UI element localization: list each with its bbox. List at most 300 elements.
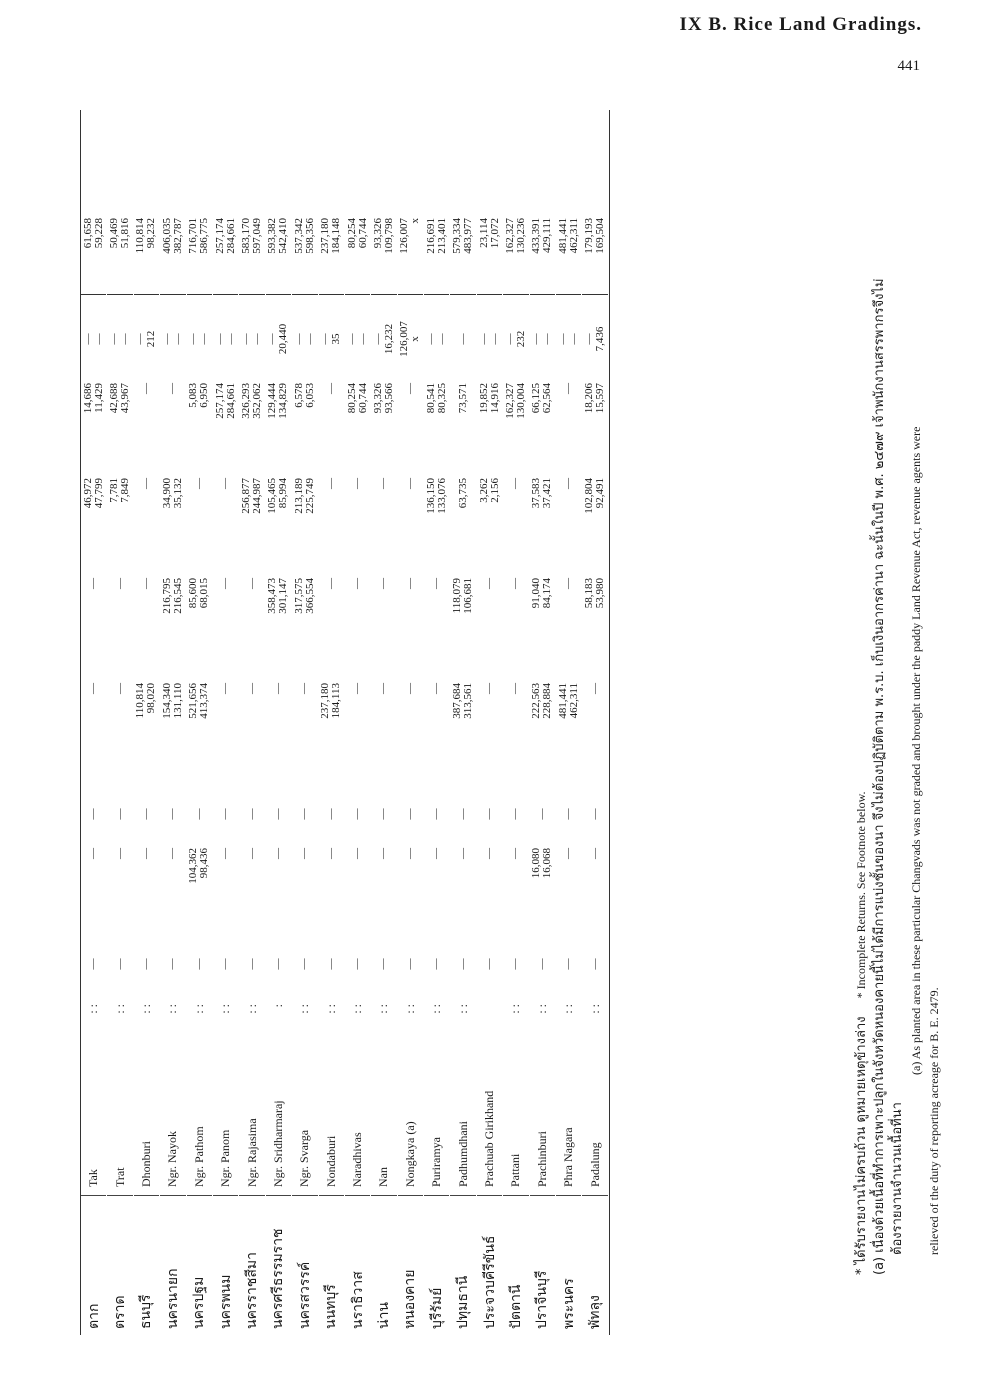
cell-value: — <box>271 808 284 820</box>
value-cell-c1 <box>503 930 528 990</box>
cell-value: 118,079 <box>451 578 464 614</box>
cell-value: — <box>488 333 501 345</box>
province-thai-name: นครปฐม <box>187 1195 212 1335</box>
value-cell-c5 <box>319 570 344 675</box>
value-cell-c7 <box>292 375 317 470</box>
value-cell-c1 <box>450 930 475 990</box>
value-cell-c3 <box>160 780 185 840</box>
cell-value: — <box>292 333 305 345</box>
value-cell-c5 <box>160 570 185 675</box>
cell-value: 73,571 <box>456 383 469 414</box>
cell-value: — <box>456 808 469 820</box>
cell-value: — <box>509 578 522 589</box>
cell-value: — <box>430 958 443 970</box>
value-cell-c3 <box>345 780 370 840</box>
cell-value: 237,180 <box>319 218 332 254</box>
province-thai-name: บุรีรัมย์ <box>424 1195 449 1335</box>
cell-value: 313,561 <box>462 683 475 719</box>
cell-value: — <box>483 808 496 820</box>
value-cell-c4 <box>187 675 212 780</box>
value-cell-c8 <box>266 295 291 375</box>
cell-value: — <box>351 683 364 694</box>
value-cell-c8 <box>160 295 185 375</box>
cell-value: — <box>245 683 258 694</box>
leader-dots: : : <box>323 1004 338 1014</box>
cell-value: — <box>139 958 152 970</box>
table-row <box>266 110 292 1335</box>
cell-value: — <box>456 848 469 859</box>
value-cell-c6 <box>424 470 449 570</box>
value-cell-c2 <box>81 840 106 930</box>
value-cell-c2 <box>239 840 264 930</box>
cell-value: — <box>240 333 253 345</box>
cell-value: — <box>403 578 416 589</box>
value-cell-c9 <box>398 210 423 295</box>
cell-value: x <box>409 218 422 224</box>
leader-dots: : : <box>350 1004 365 1014</box>
cell-value: — <box>219 578 232 589</box>
value-cell-c6 <box>107 470 132 570</box>
value-cell-c5 <box>213 570 238 675</box>
value-cell-c3 <box>319 780 344 840</box>
value-cell-c1 <box>134 930 159 990</box>
province-english-cell <box>350 990 365 1195</box>
cell-value: — <box>567 333 580 345</box>
value-cell-c6 <box>582 470 607 570</box>
value-cell-c7 <box>213 375 238 470</box>
value-cell-c2 <box>266 840 291 930</box>
province-english-name: Nongkaya (a) <box>402 1121 417 1187</box>
province-english-cell <box>429 990 444 1195</box>
cell-value: — <box>139 383 152 394</box>
leader-dots: : : <box>218 1004 233 1014</box>
province-english-cell <box>482 990 497 1195</box>
cell-value: — <box>562 808 575 820</box>
value-cell-c9 <box>582 210 607 295</box>
cell-value: — <box>356 333 369 345</box>
value-cell-c6 <box>81 470 106 570</box>
cell-value: 80,541 <box>424 383 437 414</box>
cell-value: 521,656 <box>187 683 200 719</box>
cell-value: 716,701 <box>187 218 200 254</box>
value-cell-c2 <box>556 840 581 930</box>
value-cell-c1 <box>239 930 264 990</box>
value-cell-c4 <box>266 675 291 780</box>
cell-value: 47,799 <box>92 478 105 509</box>
province-english-cell <box>456 990 471 1195</box>
cell-value: 301,147 <box>277 578 290 614</box>
value-cell-c2 <box>213 840 238 930</box>
value-cell-c6 <box>477 470 502 570</box>
cell-value: — <box>562 578 575 589</box>
value-cell-c8 <box>398 295 423 375</box>
value-cell-c4 <box>239 675 264 780</box>
value-cell-c5 <box>450 570 475 675</box>
cell-value: 63,735 <box>456 478 469 509</box>
value-cell-c5 <box>556 570 581 675</box>
cell-value: 53,980 <box>594 578 607 609</box>
cell-value: 43,967 <box>119 383 132 414</box>
cell-value: 35 <box>330 333 343 345</box>
value-cell-c8 <box>345 295 370 375</box>
cell-value: — <box>509 958 522 970</box>
value-cell-c5 <box>398 570 423 675</box>
province-english-name: Phra Nagara <box>561 1127 576 1187</box>
cell-value: 66,125 <box>530 383 543 414</box>
cell-value: — <box>403 478 416 489</box>
cell-value: 228,884 <box>541 683 554 719</box>
value-cell-c9 <box>160 210 185 295</box>
value-cell-c3 <box>477 780 502 840</box>
value-cell-c4 <box>398 675 423 780</box>
cell-value: — <box>351 478 364 489</box>
value-cell-c8 <box>582 295 607 375</box>
cell-value: — <box>324 848 337 859</box>
cell-value: — <box>87 808 100 820</box>
province-thai-name: นครสวรรค์ <box>292 1195 317 1335</box>
leader-dots: : : <box>138 1004 153 1014</box>
cell-value: — <box>588 848 601 859</box>
cell-value: — <box>139 478 152 489</box>
cell-value: 413,374 <box>198 683 211 719</box>
cell-value: — <box>119 333 132 345</box>
province-thai-name: ปัตตานี <box>503 1195 528 1335</box>
cell-value: — <box>219 478 232 489</box>
cell-value: 60,744 <box>356 383 369 414</box>
cell-value: 104,362 <box>187 848 200 884</box>
cell-value: 317,575 <box>292 578 305 614</box>
cell-value: — <box>345 333 358 345</box>
cell-value: 98,232 <box>145 218 158 249</box>
cell-value: — <box>251 333 264 345</box>
cell-value: 42,688 <box>108 383 121 414</box>
value-cell-c9 <box>371 210 396 295</box>
cell-value: 109,798 <box>382 218 395 254</box>
cell-value: — <box>324 383 337 394</box>
value-cell-c7 <box>345 375 370 470</box>
value-cell-c1 <box>371 930 396 990</box>
value-cell-c1 <box>292 930 317 990</box>
province-thai-name: นนทบุรี <box>319 1195 344 1335</box>
cell-value: — <box>81 333 94 345</box>
cell-value: — <box>424 333 437 345</box>
table-row <box>556 110 582 1335</box>
cell-value: 481,441 <box>556 683 569 719</box>
province-english-cell <box>192 990 207 1195</box>
value-cell-c7 <box>424 375 449 470</box>
cell-value: 14,686 <box>81 383 94 414</box>
footnote-a-thai-1: (a) เนื่องด้วยเนื้อที่ทำการเพาะปลูกในจังหวัดหนองคายนี้ไม่ได้มีการแบ่งชั้นของนา จึงไม่ต้องปฏิบัติตาม พ.ร.บ. เก็บเงินอากรค่านา ฉะนั้นในปี พ.ศ. ๒๔๗๙ เจ้าพนักงานสรรพากรจึงไม่ <box>872 278 887 1275</box>
cell-value: 62,564 <box>541 383 554 414</box>
cell-value: 257,174 <box>213 218 226 254</box>
value-cell-c3 <box>371 780 396 840</box>
cell-value: — <box>187 333 200 345</box>
cell-value: — <box>166 808 179 820</box>
cell-value: — <box>298 958 311 970</box>
cell-value: — <box>108 333 121 345</box>
table-row <box>319 110 345 1335</box>
value-cell-c4 <box>371 675 396 780</box>
cell-value: — <box>403 808 416 820</box>
page-title: IX B. Rice Land Gradings. <box>679 14 922 35</box>
value-cell-c8 <box>107 295 132 375</box>
cell-value: 7,849 <box>119 478 132 503</box>
value-cell-c7 <box>266 375 291 470</box>
cell-value: — <box>139 848 152 859</box>
value-cell-c3 <box>530 780 555 840</box>
leader-dots: : : <box>587 1004 602 1014</box>
table-row <box>134 110 160 1335</box>
value-cell-c7 <box>187 375 212 470</box>
cell-value: — <box>351 958 364 970</box>
cell-value: — <box>377 958 390 970</box>
cell-value: 84,174 <box>541 578 554 609</box>
cell-value: — <box>198 333 211 345</box>
province-thai-name: พระนคร <box>556 1195 581 1335</box>
cell-value: 60,744 <box>356 218 369 249</box>
province-english-name: Padhumdhani <box>455 1121 470 1187</box>
cell-value: 98,436 <box>198 848 211 879</box>
cell-value: — <box>483 958 496 970</box>
province-thai-name: นราธิวาส <box>345 1195 370 1335</box>
table-row <box>477 110 503 1335</box>
cell-value: — <box>430 683 443 694</box>
province-english-cell <box>508 990 523 1195</box>
cell-value: 597,049 <box>251 218 264 254</box>
cell-value: — <box>351 808 364 820</box>
cell-value: 16,068 <box>541 848 554 879</box>
value-cell-c3 <box>213 780 238 840</box>
value-cell-c3 <box>503 780 528 840</box>
cell-value: 352,062 <box>251 383 264 419</box>
rotated-table-area <box>60 35 960 1335</box>
value-cell-c2 <box>398 840 423 930</box>
value-cell-c9 <box>450 210 475 295</box>
cell-value: 37,583 <box>530 478 543 509</box>
cell-value: 5,083 <box>187 383 200 408</box>
value-cell-c8 <box>81 295 106 375</box>
value-cell-c4 <box>319 675 344 780</box>
value-cell-c4 <box>345 675 370 780</box>
value-cell-c4 <box>530 675 555 780</box>
cell-value: — <box>113 808 126 820</box>
value-cell-c4 <box>213 675 238 780</box>
province-english-name: Tak <box>86 1169 101 1187</box>
value-cell-c2 <box>345 840 370 930</box>
cell-value: — <box>377 578 390 589</box>
cell-value: 429,111 <box>541 218 554 253</box>
value-cell-c3 <box>450 780 475 840</box>
value-cell-c8 <box>450 295 475 375</box>
table-row <box>213 110 239 1335</box>
province-thai-name: ธนบุรี <box>134 1195 159 1335</box>
cell-value: 366,554 <box>303 578 316 614</box>
leader-dots: : : <box>561 1004 576 1014</box>
province-english-name: Prachinburi <box>534 1131 549 1187</box>
value-cell-c1 <box>477 930 502 990</box>
cell-value: — <box>503 333 516 345</box>
cell-value: — <box>113 958 126 970</box>
cell-value: — <box>371 333 384 345</box>
cell-value: x <box>409 336 422 342</box>
value-cell-c5 <box>107 570 132 675</box>
value-cell-c7 <box>477 375 502 470</box>
value-cell-c9 <box>556 210 581 295</box>
value-cell-c5 <box>503 570 528 675</box>
value-cell-c6 <box>134 470 159 570</box>
value-cell-c8 <box>556 295 581 375</box>
cell-value: 537,342 <box>292 218 305 254</box>
cell-value: — <box>403 383 416 394</box>
table-row <box>239 110 265 1335</box>
value-cell-c2 <box>530 840 555 930</box>
value-cell-c6 <box>503 470 528 570</box>
value-cell-c7 <box>160 375 185 470</box>
cell-value: 433,391 <box>530 218 543 254</box>
value-cell-c4 <box>503 675 528 780</box>
cell-value: — <box>556 333 569 345</box>
footnote-a-eng-2: relieved of the duty of reporting acreage for B. E. 2479. <box>927 987 941 1255</box>
province-english-name: Ngr. Rajasima <box>244 1118 259 1187</box>
province-english-cell <box>218 990 233 1195</box>
cell-value: — <box>245 848 258 859</box>
value-cell-c3 <box>292 780 317 840</box>
cell-value: — <box>213 333 226 345</box>
value-cell-c7 <box>107 375 132 470</box>
cell-value: 213,401 <box>435 218 448 254</box>
cell-value: 583,170 <box>240 218 253 254</box>
table-row <box>81 110 107 1335</box>
footnote-star <box>852 95 871 1275</box>
cell-value: — <box>166 958 179 970</box>
value-cell-c7 <box>503 375 528 470</box>
cell-value: 18,206 <box>583 383 596 414</box>
cell-value: — <box>324 958 337 970</box>
cell-value: 222,563 <box>530 683 543 719</box>
table-row <box>107 110 133 1335</box>
value-cell-c9 <box>187 210 212 295</box>
cell-value: 598,356 <box>303 218 316 254</box>
table-row <box>398 110 424 1335</box>
cell-value: 98,020 <box>145 683 158 714</box>
province-thai-name: พัทลุง <box>582 1195 607 1335</box>
value-cell-c1 <box>556 930 581 990</box>
province-thai-name: ปราจีนบุรี <box>530 1195 555 1335</box>
cell-value: 244,987 <box>251 478 264 514</box>
cell-value: 51,816 <box>119 218 132 249</box>
cell-value: — <box>430 808 443 820</box>
value-cell-c7 <box>398 375 423 470</box>
cell-value: 481,441 <box>556 218 569 254</box>
province-english-cell <box>271 990 286 1195</box>
cell-value: 216,795 <box>160 578 173 614</box>
value-cell-c6 <box>398 470 423 570</box>
province-english-cell <box>376 990 391 1195</box>
value-cell-c6 <box>160 470 185 570</box>
cell-value: — <box>219 848 232 859</box>
cell-value: — <box>245 958 258 970</box>
cell-value: — <box>562 383 575 394</box>
value-cell-c1 <box>530 930 555 990</box>
value-cell-c9 <box>319 210 344 295</box>
cell-value: 483,977 <box>462 218 475 254</box>
cell-value: 586,775 <box>198 218 211 254</box>
cell-value: — <box>430 848 443 859</box>
value-cell-c8 <box>213 295 238 375</box>
province-english-name: Pattani <box>508 1153 523 1187</box>
cell-value: — <box>192 478 205 489</box>
value-cell-c9 <box>213 210 238 295</box>
province-english-name: Prachuab Girikhand <box>482 1090 497 1187</box>
cell-value: — <box>403 958 416 970</box>
leader-dots: : : <box>244 1004 259 1014</box>
value-cell-c6 <box>319 470 344 570</box>
cell-value: 85,994 <box>277 478 290 509</box>
leader-dots: : : <box>534 1004 549 1014</box>
value-cell-c4 <box>160 675 185 780</box>
value-cell-c9 <box>345 210 370 295</box>
cell-value: 126,007 <box>398 218 411 254</box>
cell-value: 58,183 <box>583 578 596 609</box>
cell-value: — <box>171 333 184 345</box>
cell-value: 130,236 <box>514 218 527 254</box>
leader-dots: : : <box>165 1004 180 1014</box>
cell-value: — <box>324 808 337 820</box>
value-cell-c7 <box>582 375 607 470</box>
cell-value: — <box>192 808 205 820</box>
cell-value: 6,053 <box>303 383 316 408</box>
province-thai-name: นครศรีธรรมราช <box>266 1195 291 1335</box>
cell-value: — <box>166 383 179 394</box>
cell-value: — <box>403 848 416 859</box>
cell-value: 80,325 <box>435 383 448 414</box>
province-english-cell <box>588 990 603 1195</box>
value-cell-c7 <box>450 375 475 470</box>
value-cell-c6 <box>266 470 291 570</box>
table-row <box>424 110 450 1335</box>
cell-value: — <box>266 333 279 345</box>
value-cell-c8 <box>371 295 396 375</box>
cell-value: — <box>435 333 448 345</box>
cell-value: 2,156 <box>488 478 501 503</box>
cell-value: 6,578 <box>292 383 305 408</box>
cell-value: — <box>509 683 522 694</box>
cell-value: — <box>456 333 469 345</box>
cell-value: 387,684 <box>451 683 464 719</box>
value-cell-c8 <box>187 295 212 375</box>
table-row <box>292 110 318 1335</box>
cell-value: — <box>319 333 332 345</box>
leader-dots: : : <box>429 1004 444 1014</box>
leader-dots: : : <box>455 1004 470 1014</box>
cell-value: — <box>403 683 416 694</box>
cell-value: — <box>377 478 390 489</box>
cell-value: 80,254 <box>345 383 358 414</box>
province-thai-name: นครนายก <box>160 1195 185 1335</box>
value-cell-c5 <box>371 570 396 675</box>
value-cell-c3 <box>424 780 449 840</box>
cell-value: 92,491 <box>594 478 607 509</box>
value-cell-c9 <box>134 210 159 295</box>
table-row <box>345 110 371 1335</box>
value-cell-c7 <box>239 375 264 470</box>
cell-value: — <box>134 333 147 345</box>
leader-dots: : : <box>86 1004 101 1014</box>
value-cell-c2 <box>107 840 132 930</box>
leader-dots: : : <box>297 1004 312 1014</box>
cell-value: 105,465 <box>266 478 279 514</box>
value-cell-c3 <box>134 780 159 840</box>
